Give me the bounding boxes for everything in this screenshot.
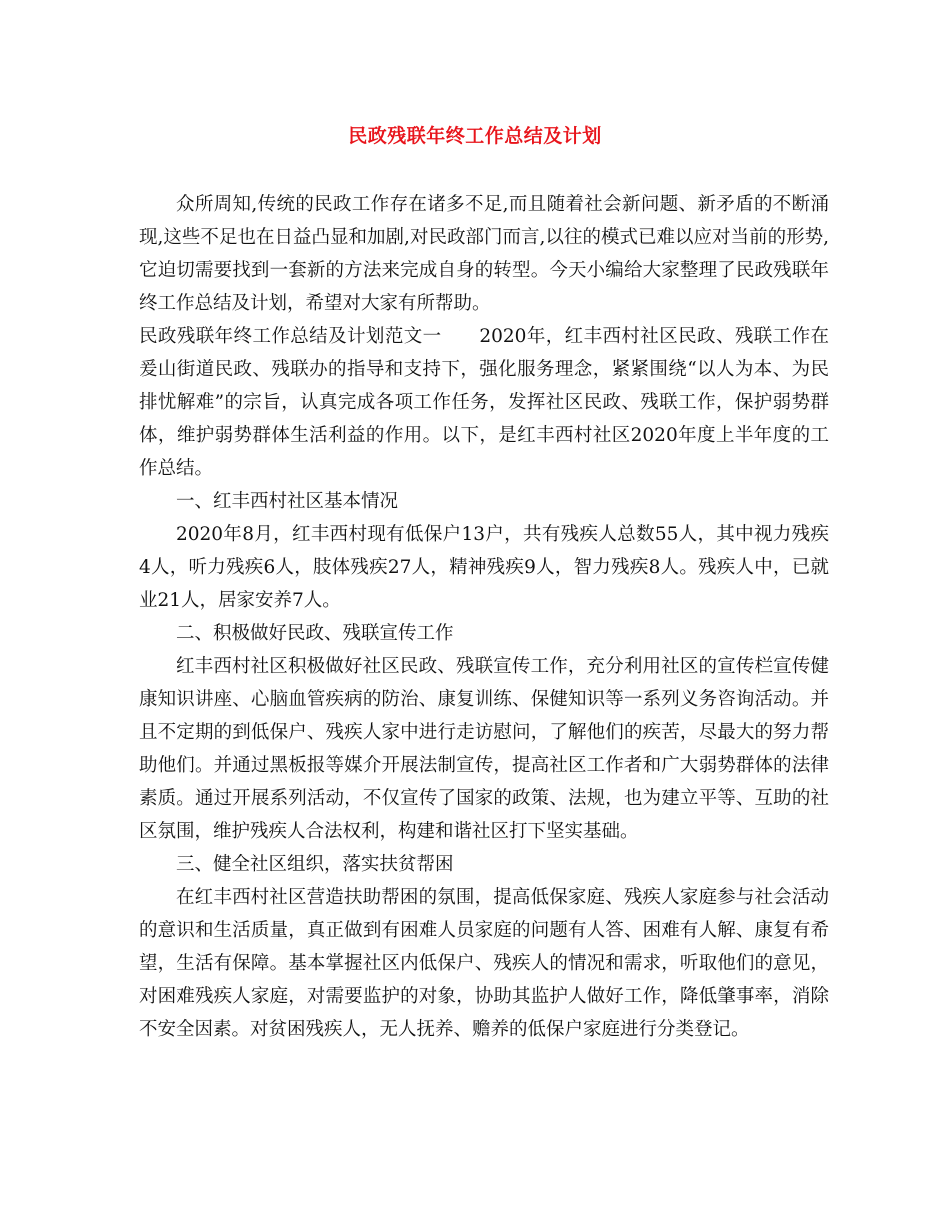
section-heading-2: 二、积极做好民政、残联宣传工作 [176,623,454,644]
paragraph-sample-one: 民政残联年终工作总结及计划范文一 2020年，红丰西村社区民政、残联工作在爰山街道民政、残联办的指导和支持下，强化服务理念，紧紧围绕“以人为本、为民排忧解难”的宗旨，认真完成各项工作任务，发挥社区民政、残联工作，保护弱势群体，维护弱势群体生活利益的作用。以下，是红丰西村社区2020年度上半年度的工作总结。 [139,326,829,479]
section-heading-1: 一、红丰西村社区基本情况 [176,491,399,512]
paragraph-intro: 众所周知,传统的民政工作存在诸多不足,而且随着社会新问题、新矛盾的不断涌现,这些不足也在日益凸显和加剧,对民政部门而言,以往的模式已难以应对当前的形势,它迫切需要找到一套新的方法来完成自身的转型。今天小编给大家整理了民政残联年终工作总结及计划，希望对大家有所帮助。 [139,194,829,314]
document-title: 民政残联年终工作总结及计划 [348,125,602,147]
document-body [139,188,829,1046]
paragraph-poverty-aid: 在红丰西村社区营造扶助帮困的氛围，提高低保家庭、残疾人家庭参与社会活动的意识和生活质量，真正做到有困难人员家庭的问题有人答、困难有人解、康复有希望，生活有保障。基本掌握社区内低保户、残疾人的情况和需求，听取他们的意见，对困难残疾人家庭，对需要监护的对象，协助其监护人做好工作，降低肇事率，消除不安全因素。对贫困残疾人，无人抚养、赡养的低保户家庭进行分类登记。 [139,887,829,1040]
paragraph-publicity: 红丰西村社区积极做好社区民政、残联宣传工作，充分利用社区的宣传栏宣传健康知识讲座、心脑血管疾病的防治、康复训练、保健知识等一系列义务咨询活动。并且不定期的到低保户、残疾人家中进行走访慰问，了解他们的疾苦，尽最大的努力帮助他们。并通过黑板报等媒介开展法制宣传，提高社区工作者和广大弱势群体的法律素质。通过开展系列活动，不仅宣传了国家的政策、法规，也为建立平等、互助的社区氛围，维护残疾人合法权利，构建和谐社区打下坚实基础。 [139,656,829,842]
section-heading-3: 三、健全社区组织，落实扶贫帮困 [176,854,454,875]
paragraph-basic-info: 2020年8月，红丰西村现有低保户13户，共有残疾人总数55人，其中视力残疾4人，听力残疾6人，肢体残疾27人，精神残疾9人，智力残疾8人。残疾人中，已就业21人，居家安养7人。 [139,524,829,611]
